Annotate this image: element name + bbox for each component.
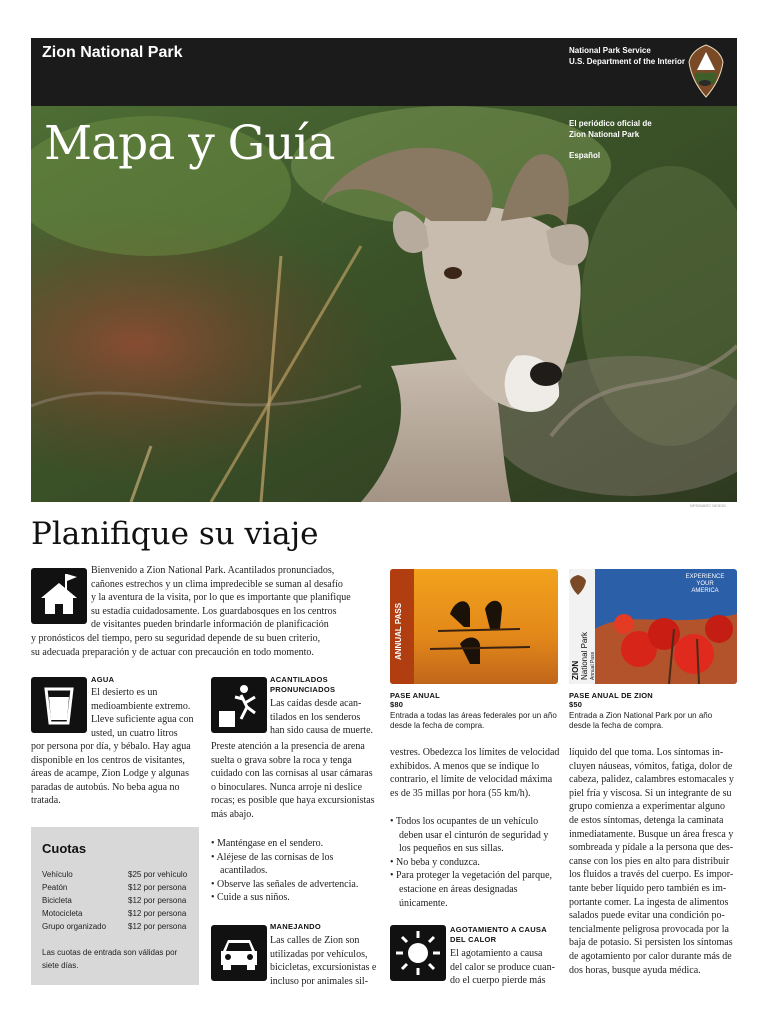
annual-pass-label [390,691,440,709]
cliffs-line: o binoculares. Nunca arroje ni deslice [211,781,363,793]
fees-note-line: Las cuotas de entrada son válidas por [42,948,178,957]
col4-line: salados puede evitar una condición po- [569,910,725,922]
agency-line: U.S. Department of the Interior [569,57,686,66]
cliffs-heading-line: PRONUNCIADOS [270,685,336,694]
hero-subtitle-line: El periódico oficial de [569,119,652,128]
col4-line: tencialmente peligrosa provocada por la [569,923,729,935]
driving-bullet: • No beba y conduzca. [390,856,560,870]
col4-line: líquido del que toma. Los síntomas in- [569,747,724,758]
cliffs-line: más abajo. [211,808,254,820]
driving-line: utilizadas por vehículos, [270,948,368,960]
zion-pass-card-text [571,632,598,680]
annual-pass-desc [390,711,565,731]
water-glass-icon [31,677,87,733]
heat-line: El agotamiento a causa [450,948,543,959]
photo-credit: NPS/MARC NEIDIG [690,503,727,508]
col4-line: sombreada y pídale a la persona que des- [569,842,734,854]
driving-heading: MANEJANDO [270,922,322,931]
intro-line: cañones estrechos y un clima impredecible se suman al desafío [91,578,343,590]
col4-line: cluyen náuseas, vómitos, fatiga, dolor de [569,760,733,772]
zion-pass-desc-line: desde la fecha de compra. [569,721,664,730]
ranger-station-icon [31,568,87,624]
driving-line: bicicletas, excursionistas e [270,962,377,974]
annual-pass-price: $80 [390,700,404,709]
zion-pass-desc-line: Entrada a Zion National Park por un año [569,711,713,720]
cliffs-bullets [211,837,381,905]
intro-line: de visitantes pueden brindarle información de planificación [91,619,329,631]
intro-line: y la aventura de la visita, por lo que es importante que planifique [91,592,351,604]
fee-label: Peatón [42,883,68,892]
water-line: usted, un cuatro litros [91,727,178,739]
fee-row [42,883,192,896]
col3-line: vestres. Obedezca los límites de velocidad [390,747,560,758]
water-line: paradas de autobús. No beba agua no [31,781,180,793]
zion-pass-card-line: Annual Pass [590,651,596,680]
fees-note-line: siete días. [42,961,79,970]
water-line: El desierto es un [91,687,158,698]
water-heading: AGUA [91,675,115,684]
water-line: medioambiente extremo. [91,700,191,712]
fee-row [42,909,192,922]
col4-line: los fluidos a través del cuerpo. Es impor- [569,869,734,881]
car-icon [211,925,267,981]
col4-line: de estos síntomas, detenga la caminata [569,814,724,826]
cliffs-bullet: • Manténgase en el sendero. [211,837,381,851]
fees-note [42,946,177,972]
col4-line: canse con los pies en alto para distribuir [569,855,730,867]
cliffs-line: Las caídas desde acan- [270,698,362,709]
fee-row [42,870,192,883]
fee-value: $12 por persona [128,909,187,918]
col4-line: portante comer. La ingesta de alimentos [569,896,729,908]
col4-line: grupo comienza a experimentar alguno [569,801,726,813]
zion-pass-card-line: National Park [580,631,589,680]
zion-pass-slogan [680,574,730,595]
hero-subtitle-line: Zion National Park [569,130,640,139]
heat-text [450,947,565,988]
heat-heading-line: AGOTAMIENTO A CAUSA [450,925,547,934]
cliffs-bullet: • Cuide a sus niños. [211,891,381,905]
park-name: Zion National Park [42,44,183,61]
col4-line: piel fría y viscosa. Si un integrante de su [569,787,732,799]
intro-paragraph-top [91,564,381,632]
cliffs-line: suelta o grava sobre la roca y tenga [211,754,352,766]
water-text-top [91,686,201,740]
driving-line: incluso por animales sil- [270,975,369,987]
col4-line: baja de potasio. Si persisten los síntomas [569,937,733,949]
col4-line: de agotamiento por calor durante más de [569,950,732,962]
fee-value: $12 por persona [128,896,187,905]
fee-label: Grupo organizado [42,922,107,931]
hero-subtitle [569,118,652,140]
fees-title: Cuotas [42,841,87,856]
driving-text-continued [390,746,565,800]
zion-pass-name: PASE ANUAL DE ZION [569,691,653,700]
heat-text-continued [569,746,744,977]
fee-label: Bicicleta [42,896,72,905]
water-line: por persona por día, y bébalo. Hay agua [31,741,191,752]
heat-line: do el cuerpo pierde más [450,975,546,987]
fee-value: $25 por vehículo [128,870,188,879]
water-line: áreas de acampe, Zion Lodge y algunas [31,768,189,780]
cliffs-text-top [270,697,385,738]
fee-value: $12 por persona [128,883,187,892]
col4-line: inmediatamente. Busque un área fresca y [569,828,734,840]
zion-pass-slogan-line: AMERICA [691,588,719,594]
annual-pass-card [390,569,558,684]
cliffs-text-bottom [211,740,386,822]
zion-pass-desc [569,711,744,731]
fee-label: Vehículo [42,870,73,879]
col4-line: tante beber líquido pero también es im- [569,882,727,894]
cliffs-line: han sido causa de muerte. [270,725,374,737]
annual-pass-name: PASE ANUAL [390,691,440,700]
agency-lines [569,45,685,67]
col3-line: es de 35 millas por hora (55 km/h). [390,787,531,799]
col4-line: cabeza, palidez, calambres estomacales y [569,774,734,786]
cliff-fall-icon [211,677,267,733]
nps-arrowhead-logo [688,44,724,98]
water-line: tratada. [31,795,61,807]
intro-line: y pronósticos del tiempo, pero su seguridad depende de su buen criterio, [31,633,321,644]
water-text-bottom [31,740,206,808]
cliffs-line: cuidado con las cornisas al usar cámaras [211,768,373,780]
water-line: Lleve suficiente agua con [91,714,194,726]
fee-value: $12 por persona [128,922,187,931]
driving-bullet: • Todos los ocupantes de un vehículo deben usar el cinturón de seguridad y los pequeños en sus sillas. [390,815,560,856]
fee-label: Motocicleta [42,909,83,918]
intro-paragraph-bottom [31,632,381,659]
sun-icon [390,925,446,981]
zion-pass-price: $50 [569,700,583,709]
cliffs-bullet: • Aléjese de las cornisas de los acantilados. [211,851,381,878]
driving-bullet: • Para proteger la vegetación del parque, estacione en áreas designadas únicamente. [390,869,560,910]
language-label: Español [569,151,601,160]
annual-pass-desc-line: Entrada a todas las áreas federales por un año [390,711,557,720]
water-line: disponible en los centros de visitantes, [31,754,185,766]
cliffs-line: rocas; es posible que haya excursionistas [211,795,375,807]
zion-pass-slogan-line: YOUR [696,581,714,587]
col3-line: exhibidos. A menos que se indique lo [390,760,540,772]
agency-line: National Park Service [569,46,651,55]
zion-pass-slogan-line: EXPERIENCE [685,574,725,580]
fee-row [42,922,192,935]
intro-line: su adecuada preparación y de actuar con precaución en todo momento. [31,646,314,658]
cliffs-line: Preste atención a la presencia de arena [211,741,365,752]
heat-line: del calor se produce cuan- [450,961,555,973]
annual-pass-card-text [394,642,403,660]
section-title: Planifique su viaje [31,516,319,552]
hero-title: Mapa y Guía [44,116,335,171]
heat-heading [450,925,547,945]
driving-bullets [390,815,560,910]
fees-table [42,870,192,935]
heat-heading-line: DEL CALOR [450,935,497,944]
cliffs-heading [270,675,335,695]
intro-line: Bienvenido a Zion National Park. Acantilados pronunciados, [91,565,335,576]
cliffs-heading-line: ACANTILADOS [270,675,328,684]
cliffs-line: tilados en los senderos [270,711,361,723]
driving-line: Las calles de Zion son [270,935,360,946]
col4-line: dos horas, busque ayuda médica. [569,964,701,976]
zion-pass-label [569,691,653,709]
cliffs-bullet: • Observe las señales de advertencia. [211,878,381,892]
intro-line: su estadía cuidadosamente. Los guardabosques en los centros [91,605,337,617]
annual-pass-desc-line: desde la fecha de compra. [390,721,485,730]
driving-text [270,934,385,988]
col3-line: contrario, el límite de velocidad máxima [390,774,553,786]
zion-pass-card-line: ZION [571,660,580,680]
fee-row [42,896,192,909]
